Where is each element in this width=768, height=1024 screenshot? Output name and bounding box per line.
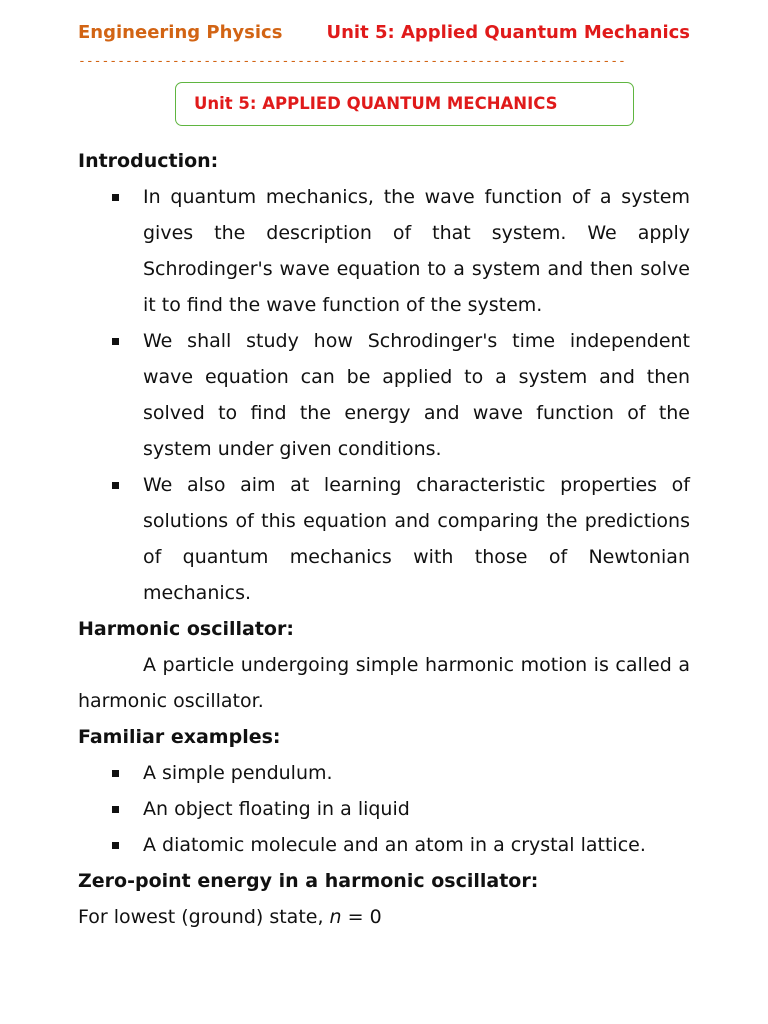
introduction-heading: Introduction: xyxy=(78,150,219,172)
zero-point-text xyxy=(78,899,690,935)
quantum-number-variable: n xyxy=(329,906,342,928)
header-unit-title: Unit 5: Applied Quantum Mechanics xyxy=(326,22,690,43)
intro-bullet-text: We also aim at learning characteristic properties of solutions of this equation and comparing the predictions of quantum mechanics with those of Newtonian mechanics. xyxy=(143,474,690,604)
intro-bullet-text: We shall study how Schrodinger's time independent wave equation can be applied to a system and then solved to find the energy and wave function of the system under given conditions. xyxy=(143,330,690,460)
square-bullet-icon xyxy=(112,842,119,849)
intro-bullet-text: In quantum mechanics, the wave function of a system gives the description of that system. We apply Schrodinger's wave equation to a system and then solve it to find the wave function of the system. xyxy=(143,186,690,316)
harmonic-oscillator-heading: Harmonic oscillator: xyxy=(78,618,294,640)
example-bullet-1 xyxy=(78,755,690,791)
example-bullet-text: A simple pendulum. xyxy=(143,762,333,784)
running-header xyxy=(78,22,690,50)
zero-point-text-prefix: For lowest (ground) state, xyxy=(78,906,330,928)
zero-point-text-suffix: = 0 xyxy=(341,906,382,928)
zero-point-heading: Zero-point energy in a harmonic oscillator: xyxy=(78,870,539,892)
example-bullet-2 xyxy=(78,791,690,827)
header-course-title: Engineering Physics xyxy=(78,22,283,43)
square-bullet-icon xyxy=(112,338,119,345)
intro-bullet-2 xyxy=(78,323,690,467)
header-divider: ---------------------------------------------------------------------- xyxy=(78,54,626,69)
square-bullet-icon xyxy=(112,194,119,201)
intro-bullet-1 xyxy=(78,179,690,323)
document-body xyxy=(78,143,690,935)
square-bullet-icon xyxy=(112,770,119,777)
unit-title-box xyxy=(175,82,634,126)
example-bullet-text: A diatomic molecule and an atom in a crystal lattice. xyxy=(143,834,646,856)
square-bullet-icon xyxy=(112,806,119,813)
example-bullet-3 xyxy=(78,827,690,863)
unit-title: Unit 5: APPLIED QUANTUM MECHANICS xyxy=(194,94,558,113)
intro-bullet-3 xyxy=(78,467,690,611)
harmonic-oscillator-text: A particle undergoing simple harmonic motion is called a harmonic oscillator. xyxy=(78,654,690,712)
square-bullet-icon xyxy=(112,482,119,489)
example-bullet-text: An object floating in a liquid xyxy=(143,798,410,820)
familiar-examples-heading: Familiar examples: xyxy=(78,726,281,748)
